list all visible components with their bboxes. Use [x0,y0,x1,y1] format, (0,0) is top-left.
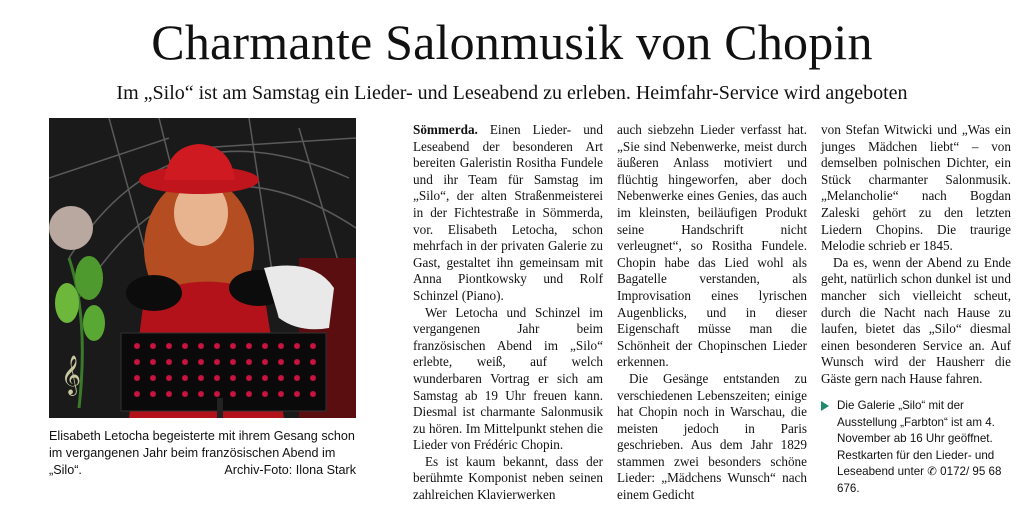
event-info-box [821,398,1017,497]
paragraph: Es ist kaum bekannt, dass der berühmte Komponist neben seinen zahlreichen Klavierwerken [413,453,603,503]
paragraph: Die Gesänge entstanden zu verschiedenen Lebenszeiten; einige hat Chopin noch in Warschau, die meisten jedoch in Paris geschrieben. Aus dem Jahr 1829 stammen zwei besonders schöne Lieder: „Mädchens Wunsch“ nach einem Gedicht [617,370,807,503]
svg-text:𝄞: 𝄞 [61,355,82,395]
arrow-right-icon [821,401,829,411]
article-headline: Charmante Salonmusik von Chopin [151,14,873,70]
article-column-2 [617,122,807,504]
event-info-text: Die Galerie „Silo“ mit der Ausstellung „Farbton“ ist am 4. November ab 16 Uhr geöffnet. Restkarten für den Lieder- und Leseabend unter ✆ 0172/ 95 68 676. [837,399,1002,495]
paragraph: Einen Lieder- und Leseabend der besonderen Art bereiten Galeristin Rositha Fundele und ihr Team für Samstag im „Silo“, der alten Straßenmeisterei in der Fichtestraße in Sömmerda, vor. Elisabeth Letocha, schon mehrfach in der privaten Galerie zu Gast, gestaltet ihn gemeinsam mit Anna Piontkowsky und Rolf Schinzel (Piano). [413,122,603,303]
caption-text: Elisabeth Letocha begeisterte mit ihrem Gesang schon im vergangenen Jahr beim französischen Abend im „Silo“. [49,429,355,477]
paragraph: Da es, wenn der Abend zu Ende geht, natürlich schon dunkel ist und mancher sich vielleicht scheut, durch die Nacht nach Hause zu laufen, bietet das „Silo“ diesmal einen besonderen Service an. Auf Wunsch wird der Hausherr die Gäste gern nach Hause fahren. [821,254,1011,386]
singer-photo-illustration [49,118,356,418]
article-column-3 [821,122,1011,388]
article-subheadline: Im „Silo“ ist am Samstag ein Lieder- und Leseabend zu erleben. Heimfahr-Service wird angeboten [116,82,908,104]
paragraph: auch siebzehn Lieder verfasst hat. „Sie sind Nebenwerke, meist durch äußeren Anlass motiviert und flüchtig hingeworfen, aber doch Nebenwerke eines Genies, das auch im kleinsten, beiläufigen Produkt seine Handschrift nicht verleugnet“, so Rositha Fundele. Chopin habe das Lied wohl als Bagatelle verstanden, als Improvisation eines lyrischen Augenblicks, und in dieser Eigenschaft müsse man die Schönheit der Chopinschen Lieder erkennen. [617,122,807,370]
article-photo [49,118,356,418]
paragraph: Wer Letocha und Schinzel im vergangenen Jahr beim französischen Abend im „Silo“ erlebte, weiß, auf welch wunderbaren Vortrag er sich am Samstag ab 19 Uhr freuen kann. Diesmal ist charmante Salonmusik zu hören. Im Mittelpunkt stehen die Lieder von Frédéric Chopin. [413,304,603,453]
photo-caption [49,428,356,479]
article-column-1 [413,122,603,504]
dateline: Sömmerda. [413,122,478,137]
paragraph: von Stefan Witwicki und „Was ein junges Mädchen liebt“ – von demselben polnischen Dichter, ein Stück charmanter Salonmusik. „Melancholie“ nach Bogdan Zaleski gehört zu den letzten Liedern Chopins. Die traurige Melodie schrieb er 1845. [821,122,1011,254]
photo-credit: Archiv-Foto: Ilona Stark [224,463,356,477]
